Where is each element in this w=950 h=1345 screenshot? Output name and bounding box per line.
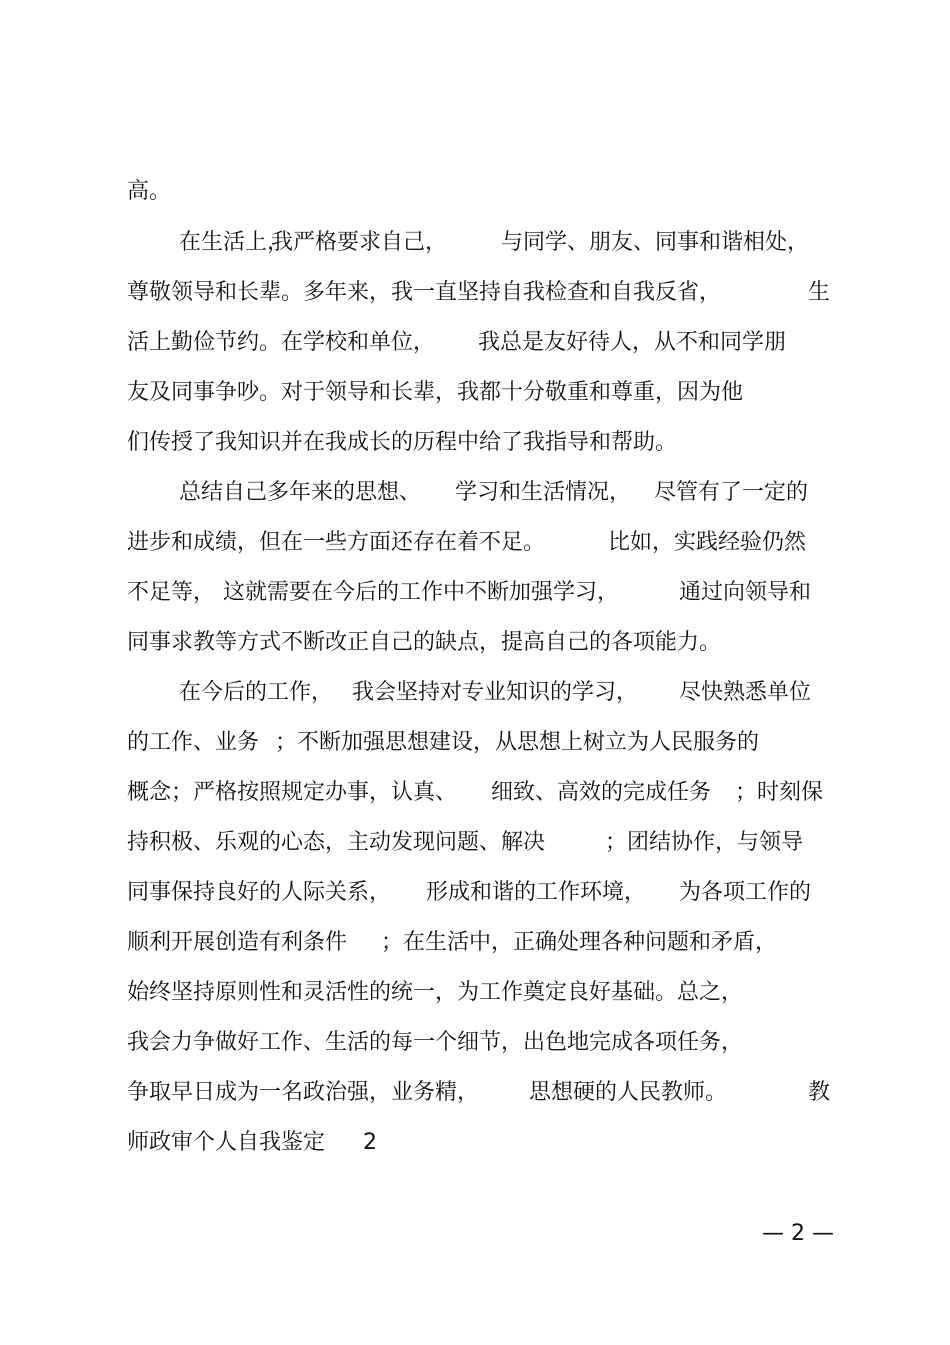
text-segment: 思想硬的人民教师。 xyxy=(529,1080,728,1105)
page-number: — 2 — xyxy=(762,1221,834,1246)
text-segment: 高。 xyxy=(127,179,172,204)
text-line xyxy=(127,725,832,761)
text-segment: 尽快熟悉单位 xyxy=(679,680,812,705)
text-line xyxy=(127,275,832,311)
text-line xyxy=(127,775,832,811)
text-segment: 2 xyxy=(363,1130,377,1155)
text-segment: ；时刻保 xyxy=(735,780,824,805)
text-segment: 我严格要求自己， xyxy=(271,230,448,255)
text-segment: 同事求教等方式不断改正自己的缺点，提高自己的各项能力。 xyxy=(127,630,722,655)
text-line xyxy=(127,875,832,911)
text-line xyxy=(127,1025,832,1061)
text-segment: 师政审个人自我鉴定 xyxy=(127,1130,326,1155)
text-line xyxy=(127,925,832,961)
text-segment: ；不断加强思想建设，从思想上树立为人民服务的 xyxy=(275,730,760,755)
text-segment: 在生活上， xyxy=(179,230,290,255)
text-line xyxy=(127,975,832,1011)
text-line xyxy=(127,225,832,261)
text-line xyxy=(127,1125,832,1161)
text-segment: 学习和生活情况， xyxy=(455,480,632,505)
text-segment: 尽管有了一定的 xyxy=(654,480,809,505)
text-line xyxy=(127,475,832,511)
text-segment: 友及同事争吵。对于领导和长辈，我都十分敬重和尊重，因为他 xyxy=(127,380,744,405)
text-segment: 持积极、乐观的心态，主动发现问题、解决 xyxy=(127,830,546,855)
text-line xyxy=(127,174,832,210)
text-line xyxy=(127,825,832,861)
text-line xyxy=(127,525,832,561)
text-line xyxy=(127,575,832,611)
text-segment: 我总是友好待人，从不和同学朋 xyxy=(478,330,787,355)
text-segment: 细致、高效的完成任务 xyxy=(491,780,712,805)
text-segment: 教 xyxy=(808,1080,831,1105)
text-segment: 我会坚持对专业知识的学习， xyxy=(352,680,639,705)
text-segment: 的工作、业务 xyxy=(127,730,260,755)
text-segment: 尊敬领导和长辈。多年来，我一直坚持自我检查和自我反省， xyxy=(127,280,722,305)
text-segment: 在今后的工作， xyxy=(179,680,334,705)
text-segment: 顺利开展创造有利条件 xyxy=(127,930,348,955)
text-segment: 生 xyxy=(808,280,831,305)
text-segment: ；在生活中，正确处理各种问题和矛盾， xyxy=(381,930,778,955)
text-segment: ；团结协作，与领导 xyxy=(605,830,804,855)
text-segment: 形成和谐的工作环境， xyxy=(426,880,647,905)
text-segment: 同事保持良好的人际关系， xyxy=(127,880,392,905)
text-segment: 与同学、朋友、同事和谐相处， xyxy=(501,230,810,255)
text-segment: 总结自己多年来的思想、 xyxy=(179,480,422,505)
text-line xyxy=(127,1075,832,1111)
text-segment: 概念；严格按照规定办事，认真、 xyxy=(127,780,458,805)
text-line xyxy=(127,325,832,361)
text-segment: 这就需要在今后的工作中不断加强学习， xyxy=(223,580,620,605)
text-line xyxy=(127,425,832,461)
text-segment: 活上勤俭节约。在学校和单位， xyxy=(127,330,436,355)
text-segment: 争取早日成为一名政治强，业务精， xyxy=(127,1080,480,1105)
text-line xyxy=(127,675,832,711)
text-line xyxy=(127,625,832,661)
text-segment: 进步和成绩，但在一些方面还存在着不足。 xyxy=(127,530,546,555)
text-segment: 不足等， xyxy=(127,580,216,605)
text-segment: 始终坚持原则性和灵活性的统一，为工作奠定良好基础。总之， xyxy=(127,980,744,1005)
text-segment: 通过向领导和 xyxy=(679,580,812,605)
text-line xyxy=(127,375,832,411)
text-segment: 们传授了我知识并在我成长的历程中给了我指导和帮助。 xyxy=(127,430,678,455)
text-segment: 比如，实践经验仍然 xyxy=(608,530,807,555)
text-segment: 为各项工作的 xyxy=(679,880,812,905)
text-segment: 我会力争做好工作、生活的每一个细节，出色地完成各项任务， xyxy=(127,1030,744,1055)
